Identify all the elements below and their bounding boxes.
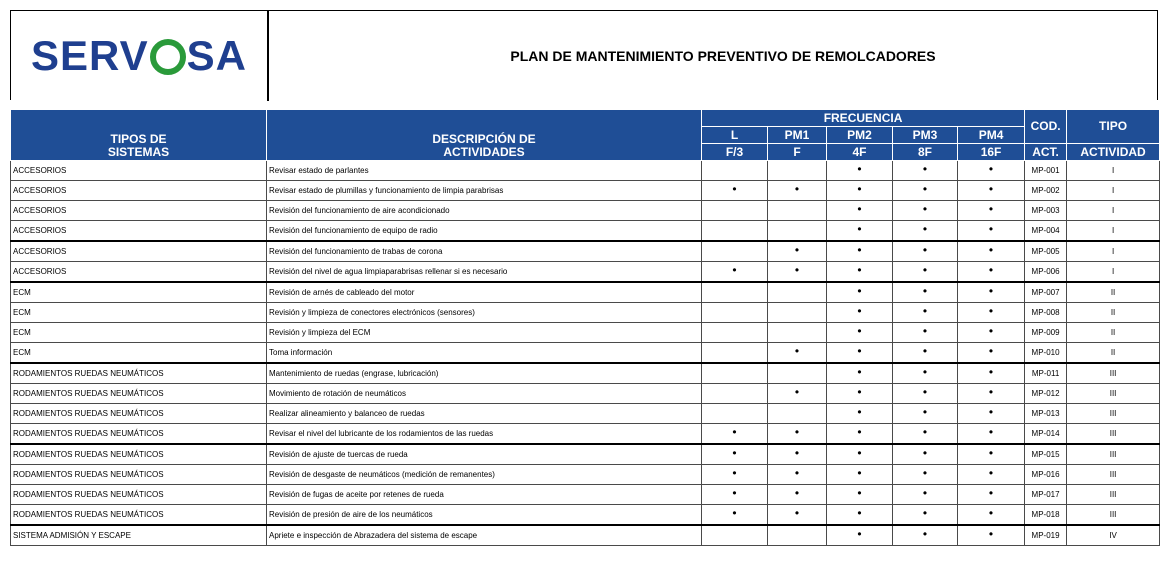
freq-interval-2: 4F: [827, 144, 893, 161]
cell-tipo-actividad: III: [1067, 363, 1160, 384]
cell-sistema: SISTEMA ADMISIÓN Y ESCAPE: [11, 525, 267, 546]
cell-freq-pm1: [768, 404, 827, 424]
cell-cod-act: MP-017: [1025, 485, 1067, 505]
cell-actividad: Revisar estado de plumillas y funcionamiento de limpia parabrisas: [267, 181, 702, 201]
cell-tipo-actividad: I: [1067, 221, 1160, 242]
cell-freq-l: [702, 161, 768, 181]
freq-code-pm2: PM2: [827, 127, 893, 144]
document-header: [10, 10, 1158, 100]
cell-freq-pm4: [958, 343, 1025, 364]
bullet-dot-icon: •: [988, 243, 994, 257]
cell-actividad: Apriete e inspección de Abrazadera del sistema de escape: [267, 525, 702, 546]
cell-actividad: Revisión de presión de aire de los neumáticos: [267, 505, 702, 526]
cell-freq-pm1: [768, 485, 827, 505]
cell-sistema: ACCESORIOS: [11, 262, 267, 283]
cell-cod-act: MP-007: [1025, 282, 1067, 303]
cell-actividad: Revisión del nivel de agua limpiaparabrisas rellenar si es necesario: [267, 262, 702, 283]
cell-freq-l: [702, 343, 768, 364]
cell-freq-l: [702, 404, 768, 424]
cell-actividad: Revisión y limpieza del ECM: [267, 323, 702, 343]
cell-freq-pm2: [827, 485, 893, 505]
cell-freq-pm4: [958, 404, 1025, 424]
cell-freq-pm4: [958, 485, 1025, 505]
cell-actividad: Movimiento de rotación de neumáticos: [267, 384, 702, 404]
bullet-dot-icon: •: [922, 527, 928, 541]
cell-cod-act: MP-008: [1025, 303, 1067, 323]
cell-freq-l: [702, 181, 768, 201]
bullet-dot-icon: •: [794, 486, 800, 500]
bullet-dot-icon: •: [922, 324, 928, 338]
cell-cod-act: MP-014: [1025, 424, 1067, 445]
cell-freq-pm4: [958, 262, 1025, 283]
bullet-dot-icon: •: [922, 162, 928, 176]
cell-freq-l: [702, 323, 768, 343]
cell-cod-act: MP-001: [1025, 161, 1067, 181]
cell-tipo-actividad: I: [1067, 262, 1160, 283]
cell-freq-pm3: [893, 323, 958, 343]
bullet-dot-icon: •: [732, 263, 737, 277]
bullet-dot-icon: •: [794, 385, 800, 399]
cell-freq-pm1: [768, 505, 827, 526]
cell-freq-pm2: [827, 262, 893, 283]
cell-freq-pm3: [893, 444, 958, 465]
cell-freq-pm4: [958, 221, 1025, 242]
bullet-dot-icon: •: [922, 263, 928, 277]
cell-freq-pm4: [958, 201, 1025, 221]
cell-sistema: RODAMIENTOS RUEDAS NEUMÁTICOS: [11, 485, 267, 505]
table-row: [11, 241, 1160, 262]
table-row: [11, 262, 1160, 283]
cell-sistema: ACCESORIOS: [11, 221, 267, 242]
cell-freq-pm3: [893, 384, 958, 404]
cell-freq-l: [702, 505, 768, 526]
bullet-dot-icon: •: [988, 506, 994, 520]
bullet-dot-icon: •: [988, 405, 994, 419]
cell-freq-pm1: [768, 323, 827, 343]
cell-freq-pm4: [958, 363, 1025, 384]
bullet-dot-icon: •: [857, 506, 862, 520]
freq-code-l: L: [702, 127, 768, 144]
bullet-dot-icon: •: [794, 344, 800, 358]
cell-tipo-actividad: III: [1067, 404, 1160, 424]
cell-freq-l: [702, 485, 768, 505]
cell-actividad: Revisión de ajuste de tuercas de rueda: [267, 444, 702, 465]
bullet-dot-icon: •: [988, 162, 994, 176]
cell-sistema: RODAMIENTOS RUEDAS NEUMÁTICOS: [11, 505, 267, 526]
bullet-dot-icon: •: [988, 324, 994, 338]
cell-freq-pm1: [768, 303, 827, 323]
cell-tipo-actividad: II: [1067, 323, 1160, 343]
bullet-dot-icon: •: [988, 222, 994, 236]
bullet-dot-icon: •: [922, 365, 928, 379]
bullet-dot-icon: •: [732, 486, 737, 500]
cell-actividad: Revisión del funcionamiento de equipo de radio: [267, 221, 702, 242]
cell-freq-pm2: [827, 444, 893, 465]
bullet-dot-icon: •: [988, 304, 994, 318]
bullet-dot-icon: •: [922, 486, 928, 500]
cell-sistema: ECM: [11, 282, 267, 303]
bullet-dot-icon: •: [988, 182, 994, 196]
logo-text-end: SA: [186, 32, 247, 79]
table-row: [11, 181, 1160, 201]
bullet-dot-icon: •: [857, 405, 862, 419]
bullet-dot-icon: •: [794, 425, 800, 439]
cell-freq-pm2: [827, 221, 893, 242]
freq-interval-0: F/3: [702, 144, 768, 161]
bullet-dot-icon: •: [988, 344, 994, 358]
cell-freq-l: [702, 363, 768, 384]
bullet-dot-icon: •: [857, 162, 862, 176]
table-row: [11, 303, 1160, 323]
cell-freq-pm3: [893, 343, 958, 364]
bullet-dot-icon: •: [922, 222, 928, 236]
cell-freq-pm3: [893, 363, 958, 384]
cell-tipo-actividad: II: [1067, 282, 1160, 303]
cell-actividad: Revisión de fugas de aceite por retenes de rueda: [267, 485, 702, 505]
cell-freq-pm3: [893, 201, 958, 221]
cell-freq-pm3: [893, 241, 958, 262]
bullet-dot-icon: •: [922, 243, 928, 257]
cell-cod-act: MP-012: [1025, 384, 1067, 404]
cell-freq-pm2: [827, 343, 893, 364]
cell-cod-act: MP-004: [1025, 221, 1067, 242]
cell-sistema: ECM: [11, 343, 267, 364]
bullet-dot-icon: •: [922, 284, 928, 298]
cell-freq-pm2: [827, 181, 893, 201]
table-row: [11, 384, 1160, 404]
cell-freq-pm1: [768, 343, 827, 364]
cell-cod-act: MP-009: [1025, 323, 1067, 343]
cell-sistema: ECM: [11, 303, 267, 323]
cell-actividad: Realizar alineamiento y balanceo de ruedas: [267, 404, 702, 424]
table-row: [11, 485, 1160, 505]
bullet-dot-icon: •: [988, 425, 994, 439]
cell-sistema: RODAMIENTOS RUEDAS NEUMÁTICOS: [11, 384, 267, 404]
cell-tipo-actividad: III: [1067, 384, 1160, 404]
cell-freq-pm1: [768, 363, 827, 384]
cell-freq-l: [702, 221, 768, 242]
cell-cod-act: MP-010: [1025, 343, 1067, 364]
cell-freq-pm2: [827, 201, 893, 221]
bullet-dot-icon: •: [857, 222, 862, 236]
cell-freq-pm4: [958, 161, 1025, 181]
bullet-dot-icon: •: [922, 385, 928, 399]
cell-freq-pm4: [958, 525, 1025, 546]
cell-freq-pm4: [958, 303, 1025, 323]
bullet-dot-icon: •: [988, 284, 994, 298]
cell-sistema: RODAMIENTOS RUEDAS NEUMÁTICOS: [11, 424, 267, 445]
cell-freq-l: [702, 262, 768, 283]
cell-freq-l: [702, 303, 768, 323]
bullet-dot-icon: •: [922, 202, 928, 216]
cell-cod-act: MP-016: [1025, 465, 1067, 485]
cell-freq-pm1: [768, 384, 827, 404]
table-row: [11, 424, 1160, 445]
cell-freq-pm2: [827, 404, 893, 424]
cell-actividad: Toma información: [267, 343, 702, 364]
maintenance-table: [10, 109, 1160, 546]
cell-freq-pm2: [827, 323, 893, 343]
cell-freq-l: [702, 465, 768, 485]
bullet-dot-icon: •: [857, 466, 862, 480]
bullet-dot-icon: •: [922, 446, 928, 460]
cell-freq-pm2: [827, 363, 893, 384]
cell-freq-pm4: [958, 241, 1025, 262]
bullet-dot-icon: •: [922, 466, 928, 480]
logo-cell: [11, 11, 269, 101]
cell-actividad: Mantenimiento de ruedas (engrase, lubricación): [267, 363, 702, 384]
bullet-dot-icon: •: [857, 182, 862, 196]
cell-freq-pm2: [827, 505, 893, 526]
cell-cod-act: MP-002: [1025, 181, 1067, 201]
cell-actividad: Revisión del funcionamiento de aire acondicionado: [267, 201, 702, 221]
cell-freq-pm4: [958, 424, 1025, 445]
bullet-dot-icon: •: [988, 446, 994, 460]
cell-freq-pm4: [958, 465, 1025, 485]
cell-sistema: RODAMIENTOS RUEDAS NEUMÁTICOS: [11, 444, 267, 465]
bullet-dot-icon: •: [794, 243, 800, 257]
bullet-dot-icon: •: [732, 506, 737, 520]
bullet-dot-icon: •: [988, 527, 994, 541]
bullet-dot-icon: •: [922, 304, 928, 318]
cell-tipo-actividad: III: [1067, 444, 1160, 465]
cell-tipo-actividad: I: [1067, 181, 1160, 201]
bullet-dot-icon: •: [988, 365, 994, 379]
cell-actividad: Revisión del funcionamiento de trabas de corona: [267, 241, 702, 262]
bullet-dot-icon: •: [922, 344, 928, 358]
bullet-dot-icon: •: [922, 182, 928, 196]
col-header-tipo-actividad: ACTIVIDAD: [1067, 144, 1160, 161]
freq-code-pm4: PM4: [958, 127, 1025, 144]
table-row: [11, 221, 1160, 242]
cell-freq-pm3: [893, 485, 958, 505]
cell-cod-act: MP-015: [1025, 444, 1067, 465]
bullet-dot-icon: •: [794, 506, 800, 520]
freq-code-pm3: PM3: [893, 127, 958, 144]
cell-freq-pm2: [827, 161, 893, 181]
cell-freq-pm1: [768, 221, 827, 242]
cell-cod-act: MP-019: [1025, 525, 1067, 546]
table-row: [11, 465, 1160, 485]
bullet-dot-icon: •: [857, 324, 862, 338]
cell-freq-pm4: [958, 282, 1025, 303]
cell-freq-pm3: [893, 181, 958, 201]
document-title: PLAN DE MANTENIMIENTO PREVENTIVO DE REMOLCADORES: [510, 48, 936, 64]
cell-sistema: ECM: [11, 323, 267, 343]
bullet-dot-icon: •: [794, 466, 800, 480]
bullet-dot-icon: •: [794, 446, 800, 460]
bullet-dot-icon: •: [988, 385, 994, 399]
cell-freq-l: [702, 424, 768, 445]
cell-sistema: ACCESORIOS: [11, 241, 267, 262]
bullet-dot-icon: •: [732, 466, 737, 480]
table-row: [11, 161, 1160, 181]
cell-actividad: Revisión de desgaste de neumáticos (medición de remanentes): [267, 465, 702, 485]
cell-freq-l: [702, 282, 768, 303]
cell-tipo-actividad: II: [1067, 343, 1160, 364]
bullet-dot-icon: •: [857, 527, 862, 541]
cell-freq-pm1: [768, 525, 827, 546]
cell-sistema: ACCESORIOS: [11, 201, 267, 221]
bullet-dot-icon: •: [857, 263, 862, 277]
cell-tipo-actividad: IV: [1067, 525, 1160, 546]
cell-freq-pm1: [768, 201, 827, 221]
cell-tipo-actividad: III: [1067, 485, 1160, 505]
bullet-dot-icon: •: [857, 202, 862, 216]
cell-freq-pm3: [893, 221, 958, 242]
bullet-dot-icon: •: [732, 182, 737, 196]
cell-freq-pm3: [893, 282, 958, 303]
cell-freq-pm2: [827, 525, 893, 546]
bullet-dot-icon: •: [794, 263, 800, 277]
cell-freq-pm1: [768, 424, 827, 445]
cell-tipo-actividad: II: [1067, 303, 1160, 323]
col-header-tipo: TIPO: [1067, 110, 1160, 144]
cell-freq-pm3: [893, 161, 958, 181]
bullet-dot-icon: •: [857, 446, 862, 460]
table-row: [11, 404, 1160, 424]
cell-tipo-actividad: III: [1067, 424, 1160, 445]
cell-freq-pm1: [768, 161, 827, 181]
cell-sistema: RODAMIENTOS RUEDAS NEUMÁTICOS: [11, 404, 267, 424]
table-row: [11, 444, 1160, 465]
cell-tipo-actividad: III: [1067, 465, 1160, 485]
table-body: [11, 161, 1160, 546]
cell-cod-act: MP-011: [1025, 363, 1067, 384]
bullet-dot-icon: •: [857, 385, 862, 399]
bullet-dot-icon: •: [988, 202, 994, 216]
cell-freq-pm1: [768, 282, 827, 303]
cell-freq-pm1: [768, 181, 827, 201]
cell-tipo-actividad: III: [1067, 505, 1160, 526]
bullet-dot-icon: •: [922, 506, 928, 520]
cell-freq-pm2: [827, 384, 893, 404]
bullet-dot-icon: •: [922, 405, 928, 419]
bullet-dot-icon: •: [988, 263, 994, 277]
bullet-dot-icon: •: [732, 446, 737, 460]
cell-freq-pm3: [893, 525, 958, 546]
cell-cod-act: MP-003: [1025, 201, 1067, 221]
bullet-dot-icon: •: [857, 304, 862, 318]
cell-cod-act: MP-005: [1025, 241, 1067, 262]
cell-freq-pm4: [958, 384, 1025, 404]
table-row: [11, 282, 1160, 303]
cell-freq-pm3: [893, 505, 958, 526]
cell-sistema: RODAMIENTOS RUEDAS NEUMÁTICOS: [11, 363, 267, 384]
cell-cod-act: MP-006: [1025, 262, 1067, 283]
cell-freq-pm4: [958, 323, 1025, 343]
bullet-dot-icon: •: [857, 344, 862, 358]
bullet-dot-icon: •: [857, 284, 862, 298]
cell-tipo-actividad: I: [1067, 241, 1160, 262]
col-header-cod-act: ACT.: [1025, 144, 1067, 161]
table-row: [11, 525, 1160, 546]
cell-freq-pm1: [768, 262, 827, 283]
table-row: [11, 363, 1160, 384]
servosa-logo: [31, 32, 247, 80]
cell-tipo-actividad: I: [1067, 161, 1160, 181]
bullet-dot-icon: •: [857, 425, 862, 439]
table-row: [11, 343, 1160, 364]
cell-actividad: Revisar el nivel del lubricante de los rodamientos de las ruedas: [267, 424, 702, 445]
cell-freq-pm3: [893, 262, 958, 283]
cell-freq-pm3: [893, 303, 958, 323]
freq-interval-3: 8F: [893, 144, 958, 161]
cell-cod-act: MP-013: [1025, 404, 1067, 424]
cell-freq-pm2: [827, 303, 893, 323]
cell-sistema: ACCESORIOS: [11, 181, 267, 201]
bullet-dot-icon: •: [922, 425, 928, 439]
cell-actividad: Revisión de arnés de cableado del motor: [267, 282, 702, 303]
cell-freq-pm4: [958, 444, 1025, 465]
cell-sistema: RODAMIENTOS RUEDAS NEUMÁTICOS: [11, 465, 267, 485]
cell-freq-pm1: [768, 444, 827, 465]
cell-freq-l: [702, 444, 768, 465]
col-header-descripcion: DESCRIPCIÓN DE ACTIVIDADES: [267, 110, 702, 161]
freq-interval-1: F: [768, 144, 827, 161]
cell-tipo-actividad: I: [1067, 201, 1160, 221]
cell-freq-l: [702, 384, 768, 404]
bullet-dot-icon: •: [857, 243, 862, 257]
cell-sistema: ACCESORIOS: [11, 161, 267, 181]
cell-freq-pm2: [827, 465, 893, 485]
table-row: [11, 323, 1160, 343]
col-header-sistemas: TIPOS DE SISTEMAS: [11, 110, 267, 161]
cell-freq-pm4: [958, 505, 1025, 526]
table-row: [11, 201, 1160, 221]
freq-code-pm1: PM1: [768, 127, 827, 144]
cell-freq-pm1: [768, 465, 827, 485]
cell-freq-pm2: [827, 241, 893, 262]
cell-freq-l: [702, 241, 768, 262]
bullet-dot-icon: •: [857, 365, 862, 379]
cell-freq-l: [702, 201, 768, 221]
cell-freq-pm3: [893, 465, 958, 485]
logo-recycle-o-icon: [150, 39, 186, 75]
freq-interval-4: 16F: [958, 144, 1025, 161]
bullet-dot-icon: •: [732, 425, 737, 439]
cell-freq-l: [702, 525, 768, 546]
cell-freq-pm1: [768, 241, 827, 262]
col-header-frecuencia: FRECUENCIA: [702, 110, 1025, 127]
cell-freq-pm2: [827, 424, 893, 445]
table-row: [11, 505, 1160, 526]
cell-freq-pm2: [827, 282, 893, 303]
cell-actividad: Revisar estado de parlantes: [267, 161, 702, 181]
bullet-dot-icon: •: [794, 182, 800, 196]
cell-freq-pm3: [893, 424, 958, 445]
bullet-dot-icon: •: [988, 466, 994, 480]
cell-freq-pm3: [893, 404, 958, 424]
cell-freq-pm4: [958, 181, 1025, 201]
col-header-cod: COD.: [1025, 110, 1067, 144]
bullet-dot-icon: •: [988, 486, 994, 500]
logo-text-start: SERV: [31, 32, 149, 79]
cell-actividad: Revisión y limpieza de conectores electrónicos (sensores): [267, 303, 702, 323]
cell-cod-act: MP-018: [1025, 505, 1067, 526]
bullet-dot-icon: •: [857, 486, 862, 500]
